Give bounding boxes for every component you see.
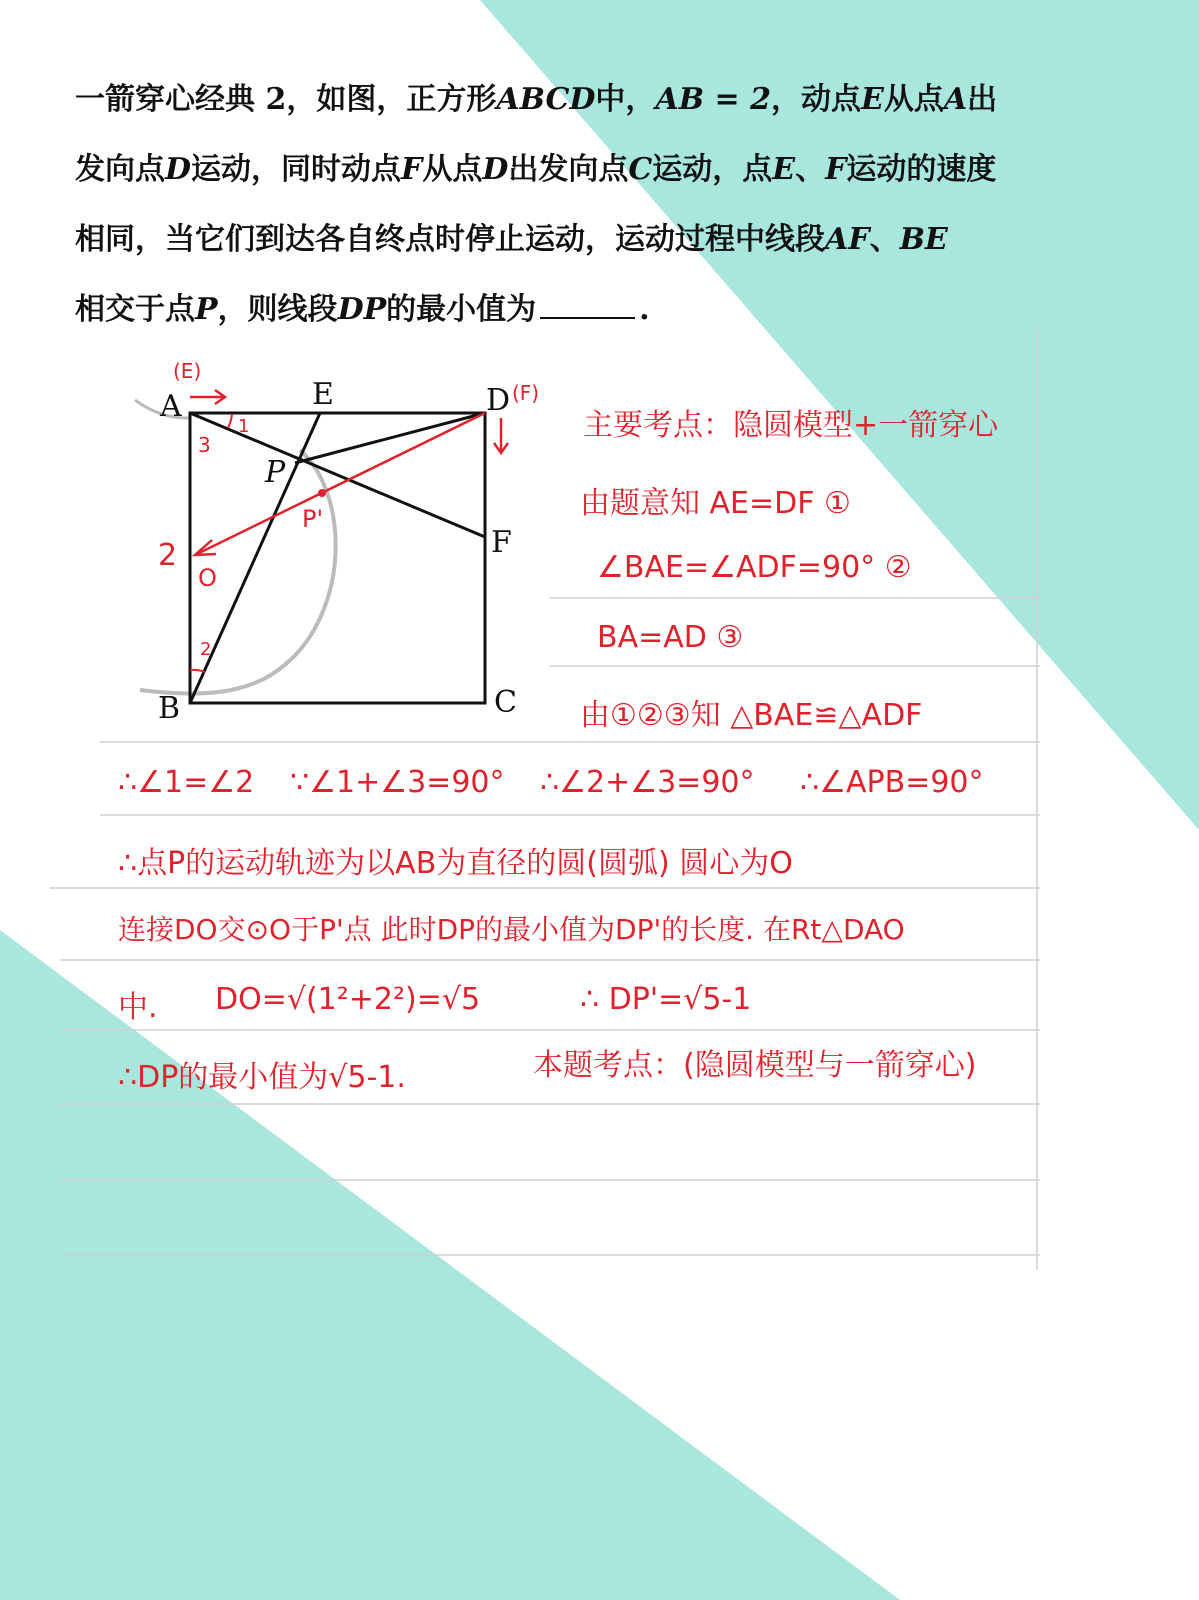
note-topic: 本题考点：(隐圆模型与一箭穿心): [533, 1048, 977, 1083]
problem-text: 、: [869, 222, 900, 257]
math-e: E: [860, 82, 884, 117]
square-abcd: [190, 413, 485, 703]
note-angle-eq: ∠BAE=∠ADF=90° ②: [597, 550, 912, 585]
note-locus: ∴点P的运动轨迹为以AB为直径的圆(圆弧) 圆心为O: [118, 846, 793, 881]
label-a: A: [160, 389, 182, 424]
note-ae-df: 由题意知 AE=DF ①: [580, 486, 851, 521]
label-angle-3: 3: [198, 433, 211, 457]
angle-arc-1: [228, 414, 232, 428]
problem-text: 一箭穿心经典 2，如图，正方形: [75, 82, 497, 117]
label-angle-2: 2: [200, 639, 212, 660]
label-e: E: [312, 377, 334, 412]
segment-dp: [295, 413, 485, 463]
math-dp: DP: [337, 292, 387, 327]
note-middle: 中.: [118, 990, 158, 1025]
math-c: C: [628, 152, 653, 187]
problem-text: 发向点: [75, 152, 165, 187]
problem-text: 运动的速度: [846, 152, 997, 187]
label-p-prime: P': [302, 505, 324, 533]
label-o: O: [198, 564, 217, 592]
label-d: D: [486, 383, 511, 418]
problem-text: 运动，同时动点: [191, 152, 402, 187]
note-ba-ad: BA=AD ③: [597, 620, 744, 655]
note-dp-prime: ∴ DP'=√5-1: [580, 982, 752, 1017]
math-af: AF: [825, 222, 870, 257]
problem-text: 运动，点: [652, 152, 773, 187]
problem-text: 相同，当它们到达各自终点时停止运动，运动过程中线段: [75, 222, 825, 257]
point-p-prime: [318, 489, 326, 497]
problem-text: 的最小值为: [386, 292, 537, 327]
note-answer: ∴DP的最小值为√5-1.: [118, 1060, 406, 1095]
label-angle-1: 1: [238, 416, 250, 437]
note-connect-do: 连接DO交⊙O于P'点 此时DP的最小值为DP'的长度. 在Rt△DAO: [118, 913, 905, 946]
math-p: P: [195, 292, 218, 327]
label-f-paren: (F): [512, 381, 540, 405]
label-c: C: [494, 685, 517, 720]
problem-text: 出发向点: [508, 152, 629, 187]
math-ab-eq-2: AB = 2: [655, 82, 771, 117]
note-congruent: 由①②③知 △BAE≌△ADF: [580, 698, 923, 733]
problem-text: 、: [795, 152, 826, 187]
math-f: F: [401, 152, 423, 187]
angle-arc-2: [190, 670, 205, 672]
math-a: A: [943, 82, 968, 117]
note-apb-90: ∴∠APB=90°: [800, 765, 984, 800]
math-d: D: [165, 152, 192, 187]
label-b: B: [158, 691, 181, 726]
problem-text: 相交于点: [75, 292, 195, 327]
problem-text: .: [639, 292, 650, 327]
problem-text: 中，: [595, 82, 656, 117]
math-f: F: [825, 152, 847, 187]
problem-text: 从点: [422, 152, 483, 187]
math-abcd: ABCD: [496, 82, 596, 117]
note-angle-sum-2: ∴∠2+∠3=90°: [540, 765, 755, 800]
note-angle1-eq-angle2: ∴∠1=∠2: [118, 765, 255, 800]
problem-text: ，则线段: [217, 292, 338, 327]
label-e-paren: (E): [173, 359, 202, 383]
note-main-point: 主要考点：隐圆模型+一箭穿心: [583, 408, 999, 443]
problem-text: 出: [967, 82, 998, 117]
segment-af: [190, 413, 485, 537]
math-be: BE: [899, 222, 948, 257]
label-p: P: [265, 455, 286, 490]
label-side-2: 2: [158, 538, 178, 573]
note-angle-sum-1: ∵∠1+∠3=90°: [290, 765, 505, 800]
label-f: F: [491, 525, 512, 560]
problem-text: 从点: [883, 82, 944, 117]
math-d: D: [482, 152, 509, 187]
math-e: E: [772, 152, 796, 187]
note-do-length: DO=√(1²+2²)=√5: [215, 982, 481, 1017]
problem-text: ，动点: [770, 82, 861, 117]
